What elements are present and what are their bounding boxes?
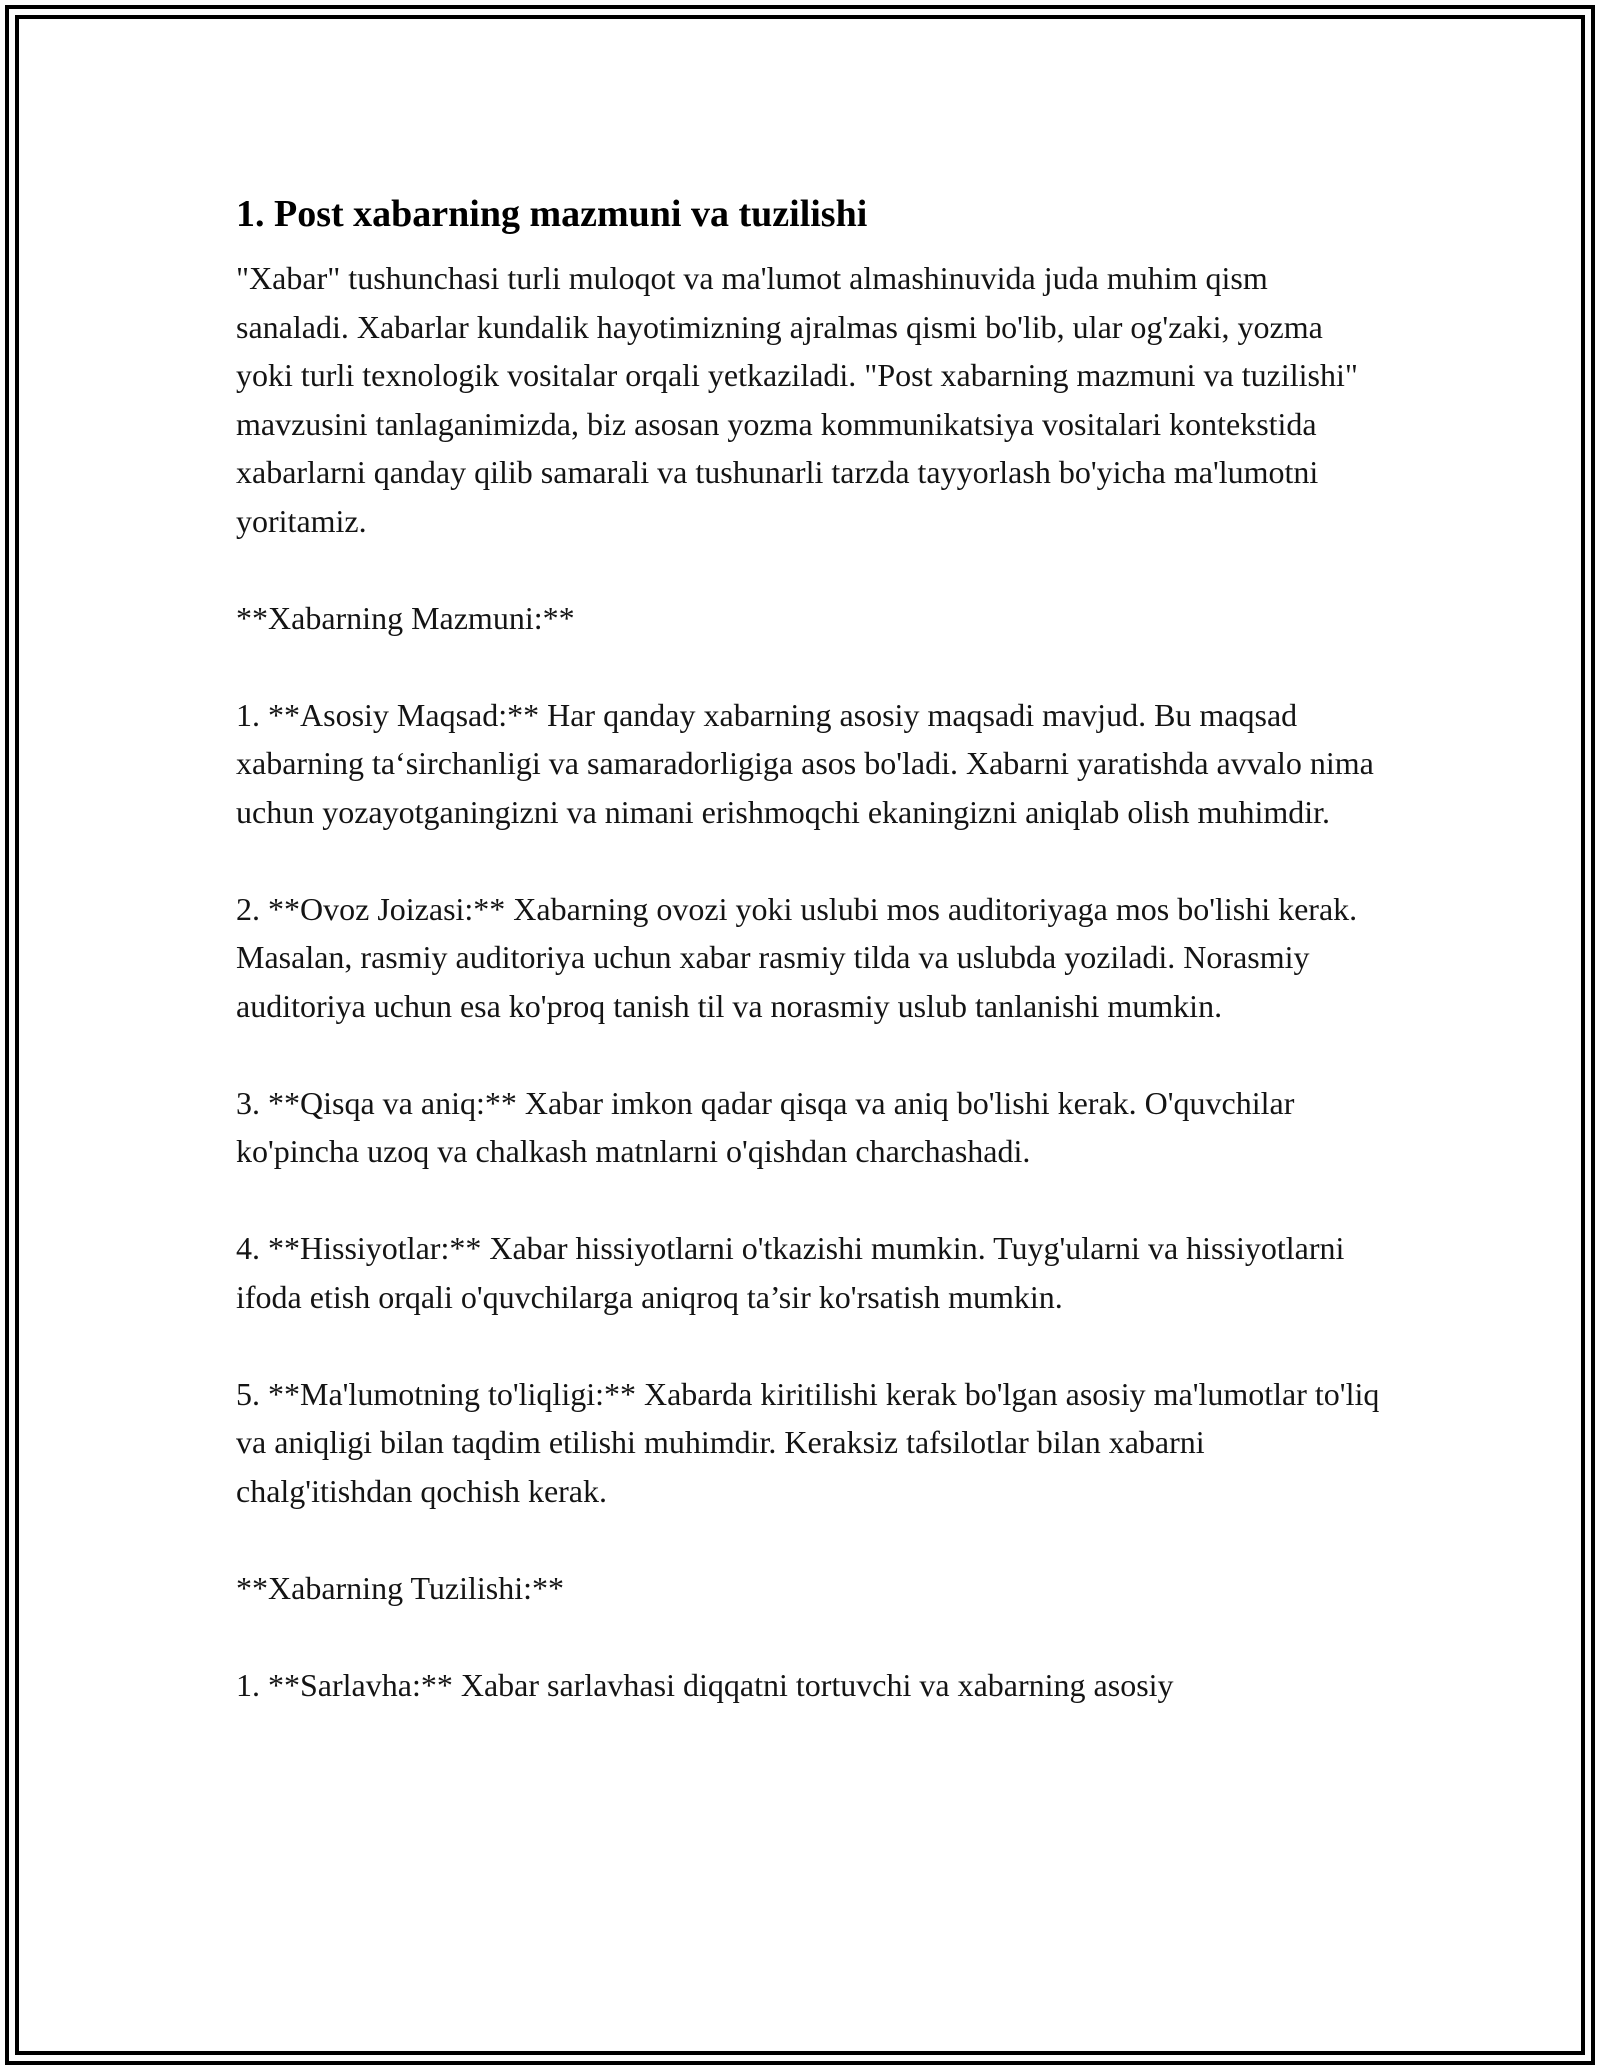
list-item-voice: 2. **Ovoz Joizasi:** Xabarning ovozi yoki uslubi mos auditoriyaga mos bo'lishi kerak. Masalan, rasmiy auditoriya uchun xabar rasmiy tilda va uslubda yoziladi. Norasmiy auditoriya uchun esa ko'proq tanish til va norasmiy uslub tanlanishi mumkin. [236, 890, 1358, 1024]
list-item-completeness: 5. **Ma'lumotning to'liqligi:** Xabarda kiritilishi kerak bo'lgan asosiy ma'lumotlar to'liq va aniqligi bilan taqdim etilishi muhimdir. Keraksiz tafsilotlar bilan xabarni chalg'itishdan qochish kerak. [236, 1375, 1380, 1509]
list-item-main-purpose: 1. **Asosiy Maqsad:** Har qanday xabarning asosiy maqsadi mavjud. Bu maqsad xabarning ta‘sirchanligi va samaradorligiga asos bo'ladi. Xabarni yaratishda avvalo nima uchun yozayotganingizni va nimani erishmoqchi ekaningizni aniqlab olish muhimdir. [236, 696, 1374, 830]
document-title: 1. Post xabarning mazmuni va tuzilishi [236, 193, 868, 235]
list-item-brief-clear: 3. **Qisqa va aniq:** Xabar imkon qadar qisqa va aniq bo'lishi kerak. O'quvchilar ko'pincha uzoq va chalkash matnlarni o'qishdan charchashadi. [236, 1084, 1295, 1169]
list-item-emotions: 4. **Hissiyotlar:** Xabar hissiyotlarni o'tkazishi mumkin. Tuyg'ularni va hissiyotlarni ifoda etish orqali o'quvchilarga aniqroq ta’sir ko'rsatish mumkin. [236, 1230, 1345, 1315]
document-body [236, 186, 1386, 1709]
paragraph-intro: "Xabar" tushunchasi turli muloqot va ma'lumot almashinuvida juda muhim qism sanaladi. Xabarlar kundalik hayotimizning ajralmas qismi bo'lib, ular og'zaki, yozma yoki turli texnologik vositalar orqali yetkaziladi. "Post xabarning mazmuni va tuzilishi" mavzusini tanlaganimizda, biz asosan yozma kommunikatsiya vositalari kontekstida xabarlarni qanday qilib samarali va tushunarli tarzda tayyorlash bo'yicha ma'lumotni yoritamiz. [236, 260, 1358, 539]
section-heading-structure: **Xabarning Tuzilishi:** [236, 1569, 565, 1606]
list-item-headline: 1. **Sarlavha:** Xabar sarlavhasi diqqatni tortuvchi va xabarning asosiy [236, 1666, 1174, 1703]
section-heading-content: **Xabarning Mazmuni:** [236, 599, 575, 636]
